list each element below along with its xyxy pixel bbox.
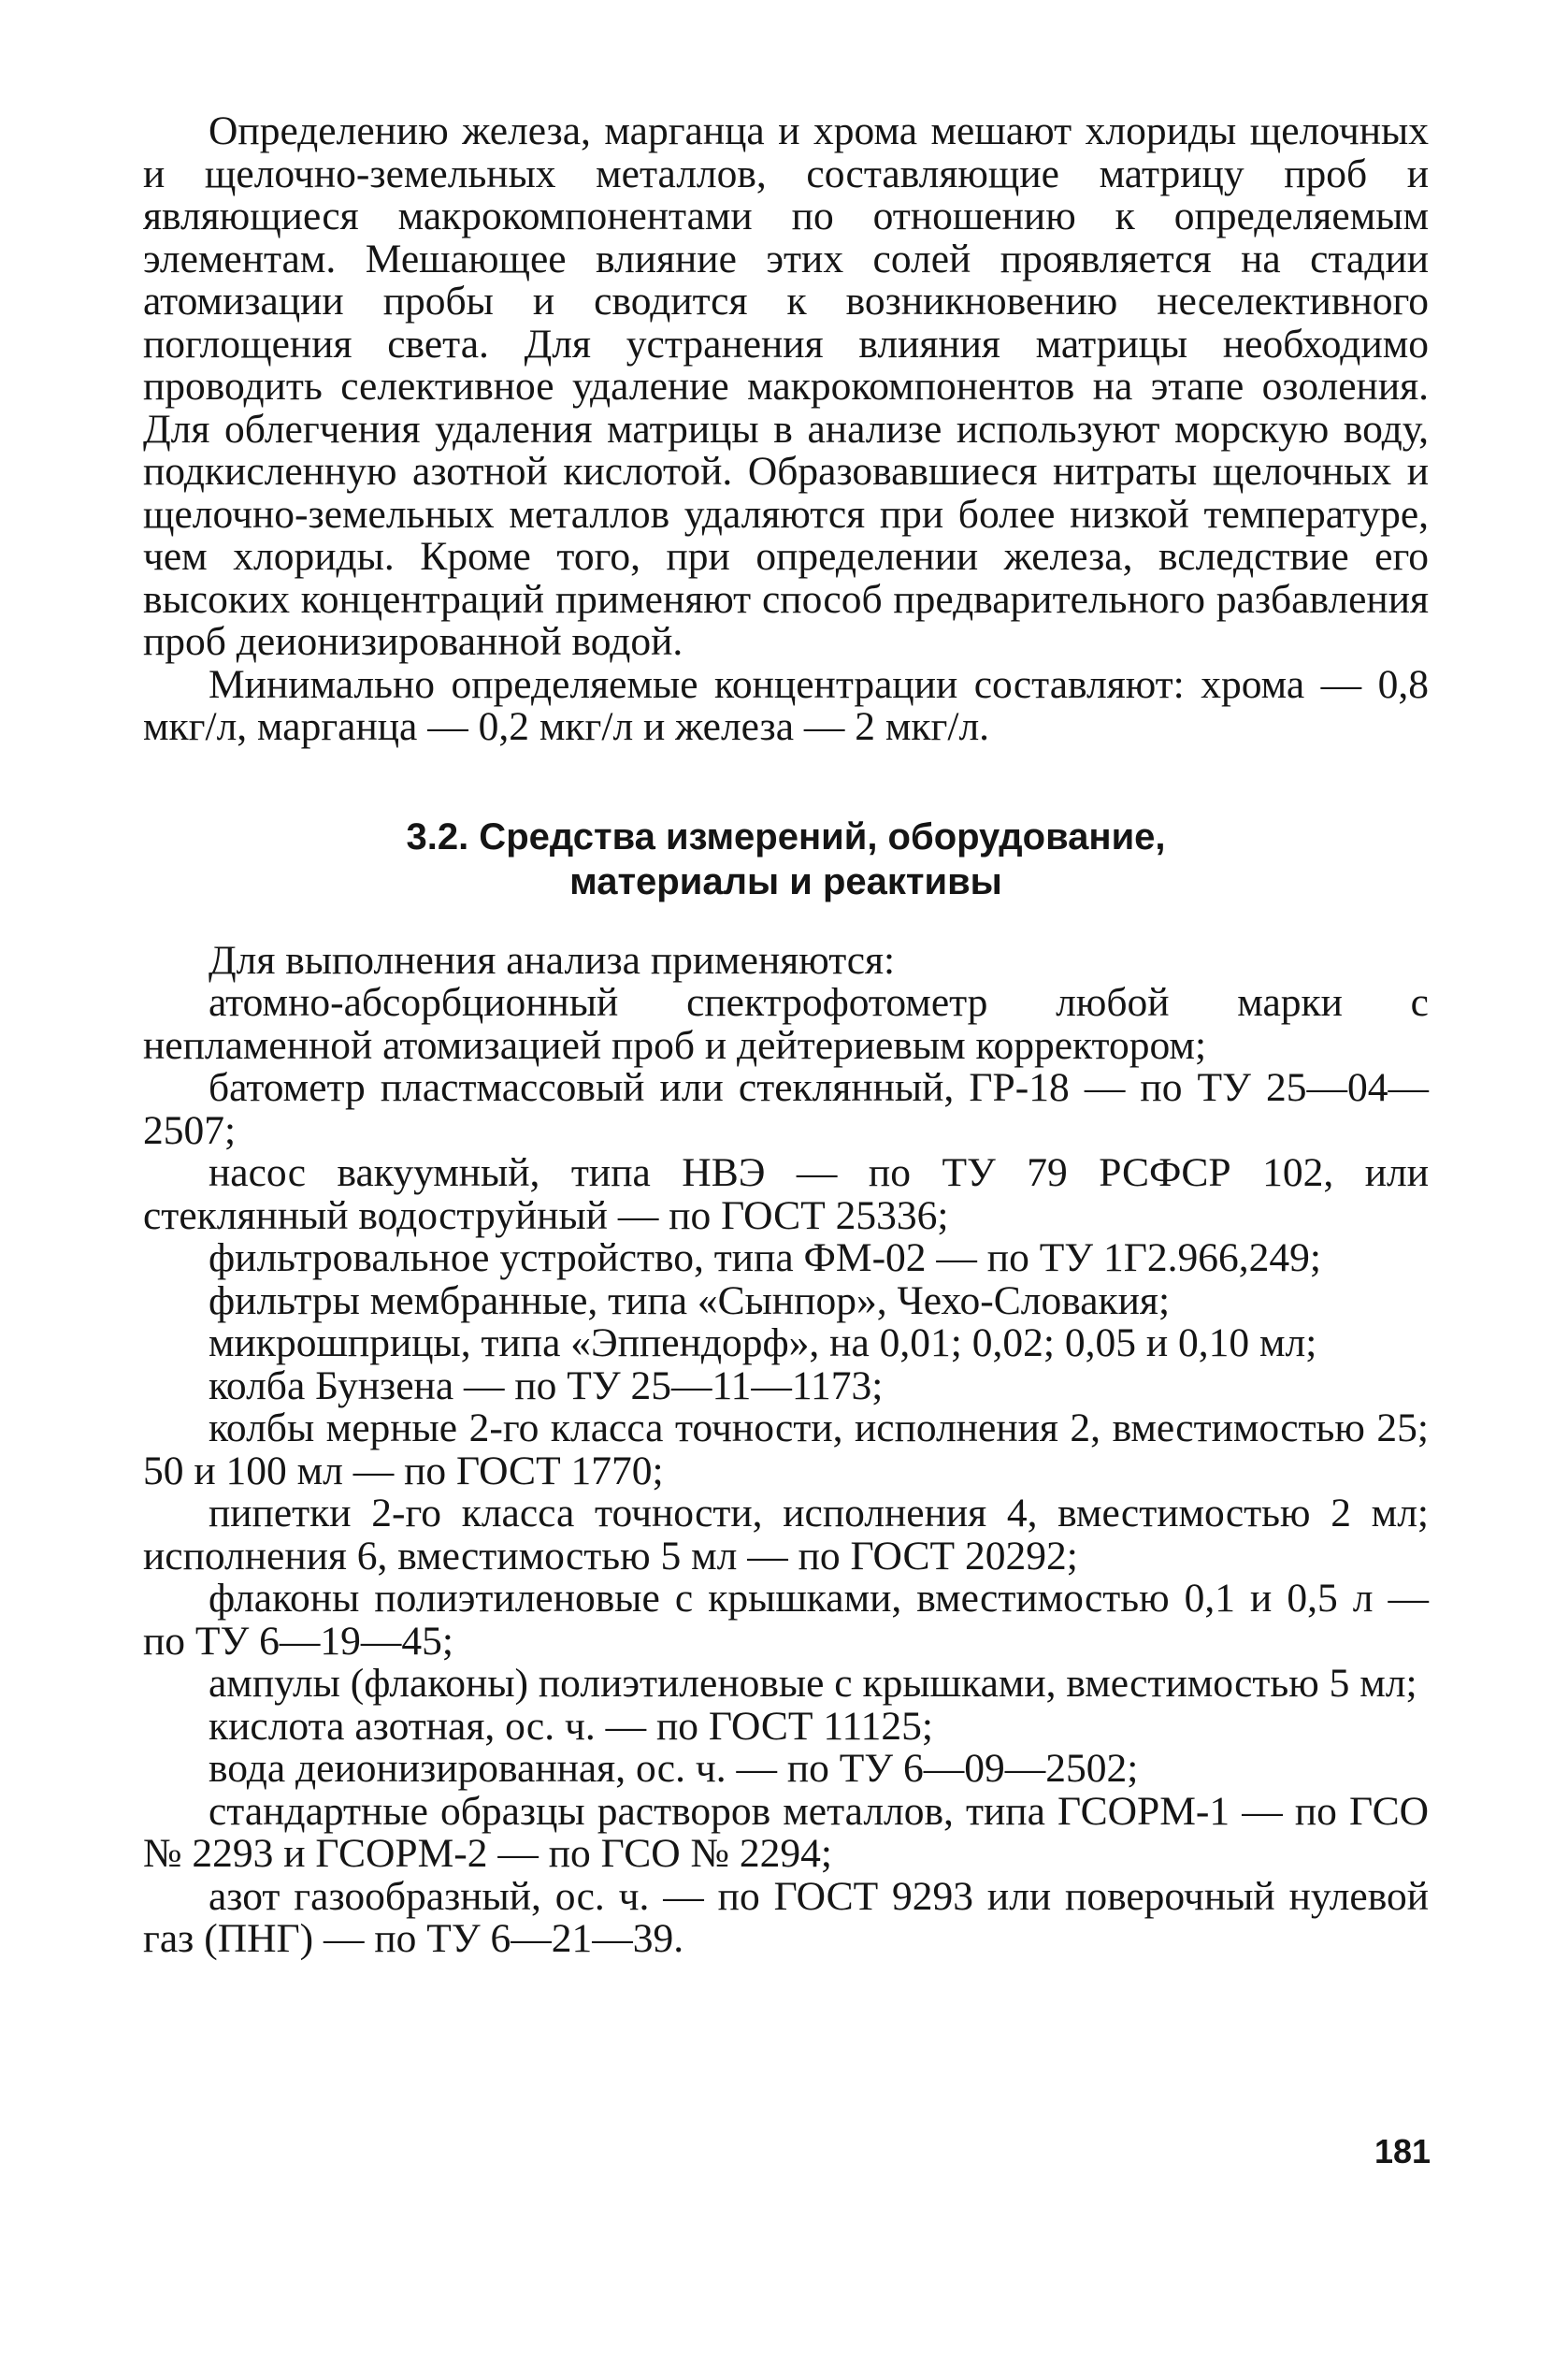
list-item: стандартные образцы растворов металлов, типа ГСОРМ-1 — по ГСО № 2293 и ГСОРМ-2 — по ГСО № 2294; xyxy=(143,1788,1429,1876)
equipment-list xyxy=(143,982,1429,1961)
list-item: колба Бунзена — по ТУ 25—11—1173; xyxy=(209,1362,884,1408)
list-intro: Для выполнения анализа применяются: xyxy=(209,937,896,983)
section-title-line-1: 3.2. Средства измерений, оборудование, xyxy=(406,815,1166,858)
list-item: пипетки 2-го класса точности, исполнения 4, вместимостью 2 мл; исполнения 6, вместимостью 5 мл — по ГОСТ 20292; xyxy=(143,1491,1429,1578)
page-number: 181 xyxy=(1374,2132,1431,2170)
intro-paragraph: Определению железа, марганца и хрома мешают хлориды щелочных и щелочно-земельных металлов, составляющие матрицу проб и являющиеся макрокомпонентами по отношению к определяемым элементам. Мешающее влияние этих солей проявляется на стадии атомизации пробы и сводится к возникновению неселективного поглощения света. Для устранения влияния матрицы необходимо проводить селективное удаление макрокомпонентов на этапе озоления. Для облегчения удаления матрицы в анализе используют морскую воду, подкисленную азотной кислотой. Образовавшиеся нитраты щелочных и щелочно-земельных металлов удаляются при более низкой температуре, чем хлориды. Кроме того, при определении железа, вследствие его высоких концентраций применяют способ предварительного разбавления проб деионизированной водой. xyxy=(143,108,1429,664)
list-item: вода деионизированная, ос. ч. — по ТУ 6—09—2502; xyxy=(209,1746,1139,1791)
list-item: флаконы полиэтиленовые с крышками, вместимостью 0,1 и 0,5 л — по ТУ 6—19—45; xyxy=(143,1576,1429,1664)
list-item: фильтровальное устройство, типа ФМ-02 — по ТУ 1Г2.966,249; xyxy=(209,1235,1321,1280)
list-item: кислота азотная, ос. ч. — по ГОСТ 11125; xyxy=(209,1703,933,1749)
section-title-line-2: материалы и реактивы xyxy=(569,860,1002,902)
list-item: азот газообразный, ос. ч. — по ГОСТ 9293 или поверочный нулевой газ (ПНГ) — по ТУ 6—21—39. xyxy=(143,1873,1429,1961)
list-item: насос вакуумный, типа НВЭ — по ТУ 79 РСФСР 102, или стеклянный водоструйный — по ГОСТ 25336; xyxy=(143,1150,1429,1238)
list-item: микрошприцы, типа «Эппендорф», на 0,01; 0,02; 0,05 и 0,10 мл; xyxy=(209,1320,1317,1365)
min-concentration-paragraph: Минимально определяемые концентрации составляют: хрома — 0,8 мкг/л, марганца — 0,2 мкг/л и железа — 2 мкг/л. xyxy=(143,661,1429,749)
list-item: ампулы (флаконы) полиэтиленовые с крышками, вместимостью 5 мл; xyxy=(209,1661,1417,1706)
list-item: фильтры мембранные, типа «Сынпор», Чехо-Словакия; xyxy=(209,1277,1171,1323)
list-item: батометр пластмассовый или стеклянный, ГР-18 — по ТУ 25—04—2507; xyxy=(143,1065,1429,1153)
list-item: атомно-абсорбционный спектрофотометр любой марки с непламенной атомизацией проб и дейтериевым корректором; xyxy=(143,980,1429,1068)
page-content xyxy=(143,110,1429,1961)
list-item: колбы мерные 2-го класса точности, исполнения 2, вместимостью 25; 50 и 100 мл — по ГОСТ 1770; xyxy=(143,1405,1429,1493)
section-heading xyxy=(143,814,1429,904)
